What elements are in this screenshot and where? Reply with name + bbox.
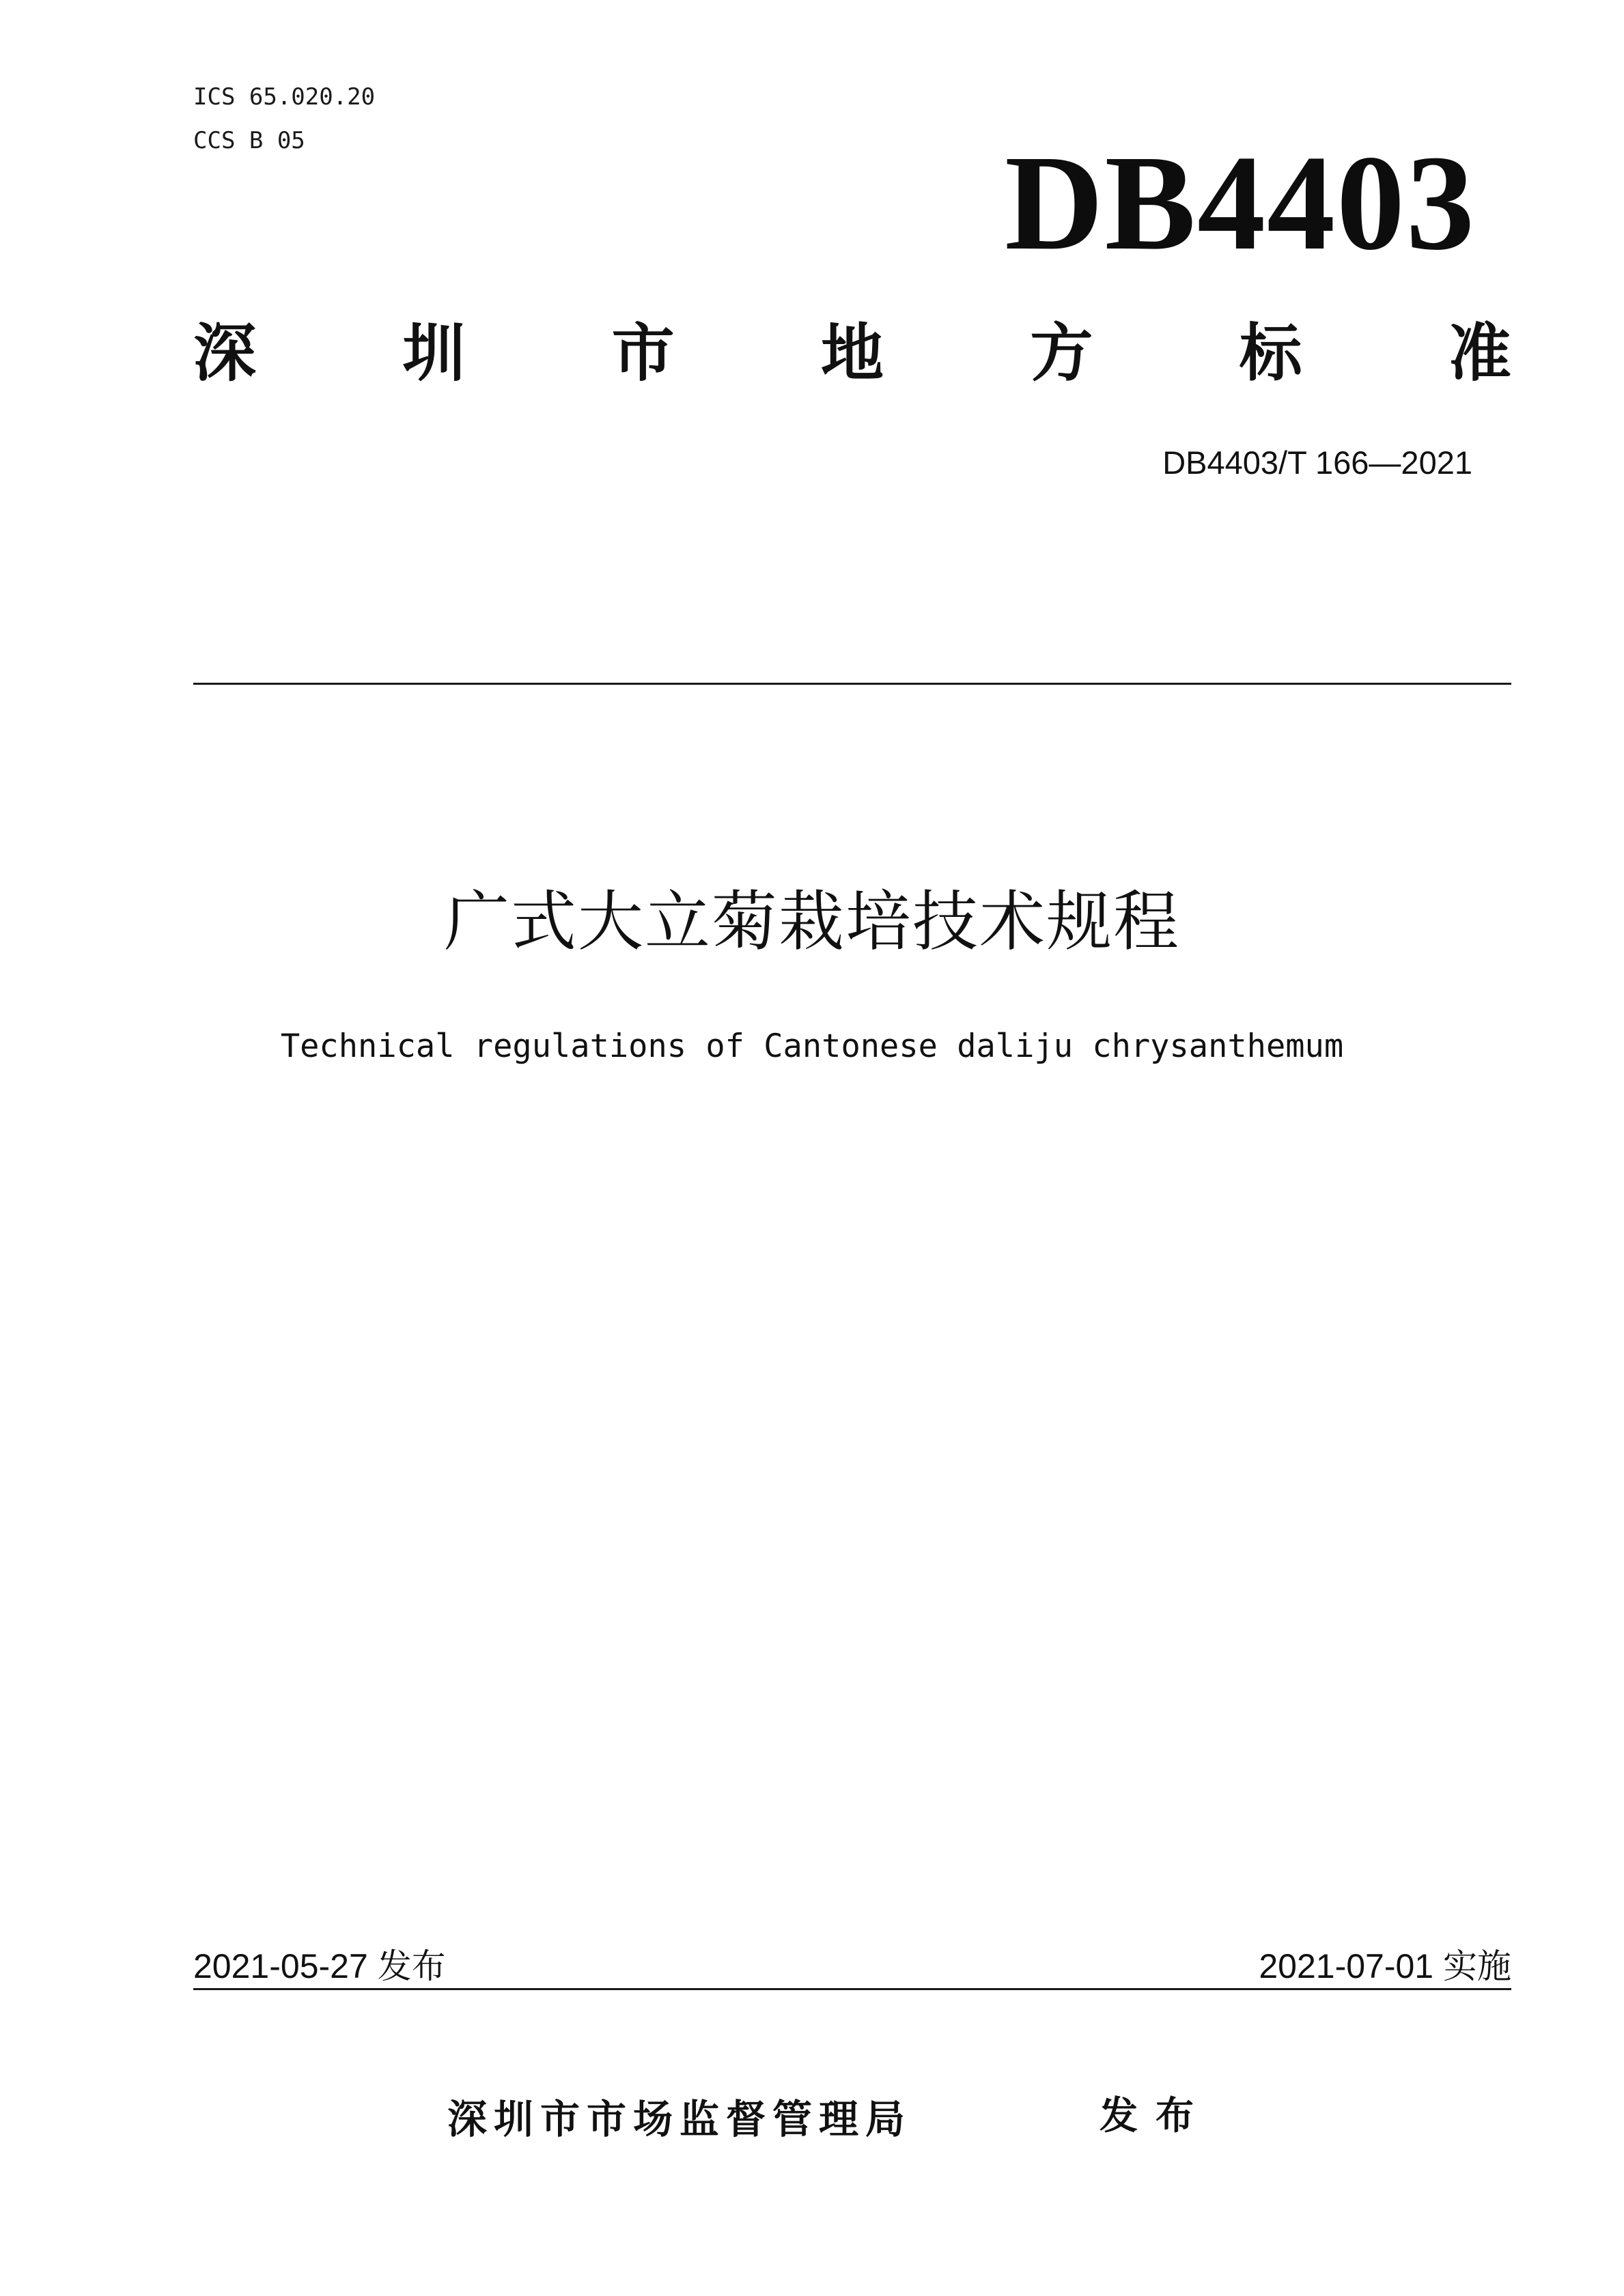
standard-type-char: 标: [1239, 317, 1302, 390]
issue-date: 2021-05-27 发布: [193, 1947, 446, 1985]
ccs-code: CCS B 05: [193, 127, 305, 154]
implementation-date: 2021-07-01 实施: [1259, 1947, 1511, 1985]
standard-type-heading: [193, 313, 1511, 395]
ics-code: ICS 65.020.20: [193, 83, 376, 111]
standard-type-char: 市: [611, 317, 675, 390]
standard-type-char: 圳: [402, 317, 466, 390]
document-title-english: Technical regulations of Cantonese daliju chrysanthemum: [280, 1027, 1344, 1065]
issuing-action: 发布: [1100, 2094, 1212, 2138]
issuing-authority: 深圳市市场监督管理局: [447, 2096, 912, 2142]
standard-code-mark: DB4403: [1005, 128, 1476, 279]
standard-type-char: 准: [1448, 317, 1511, 390]
footer-divider: [193, 1988, 1511, 1990]
standard-type-char: 地: [820, 317, 884, 390]
standard-number: DB4403/T 166—2021: [1162, 444, 1472, 481]
standard-type-char: 深: [193, 317, 257, 390]
header-divider: [193, 683, 1511, 685]
document-title-chinese: 广式大立菊栽培技术规程: [444, 883, 1180, 960]
standard-type-char: 方: [1030, 317, 1093, 390]
